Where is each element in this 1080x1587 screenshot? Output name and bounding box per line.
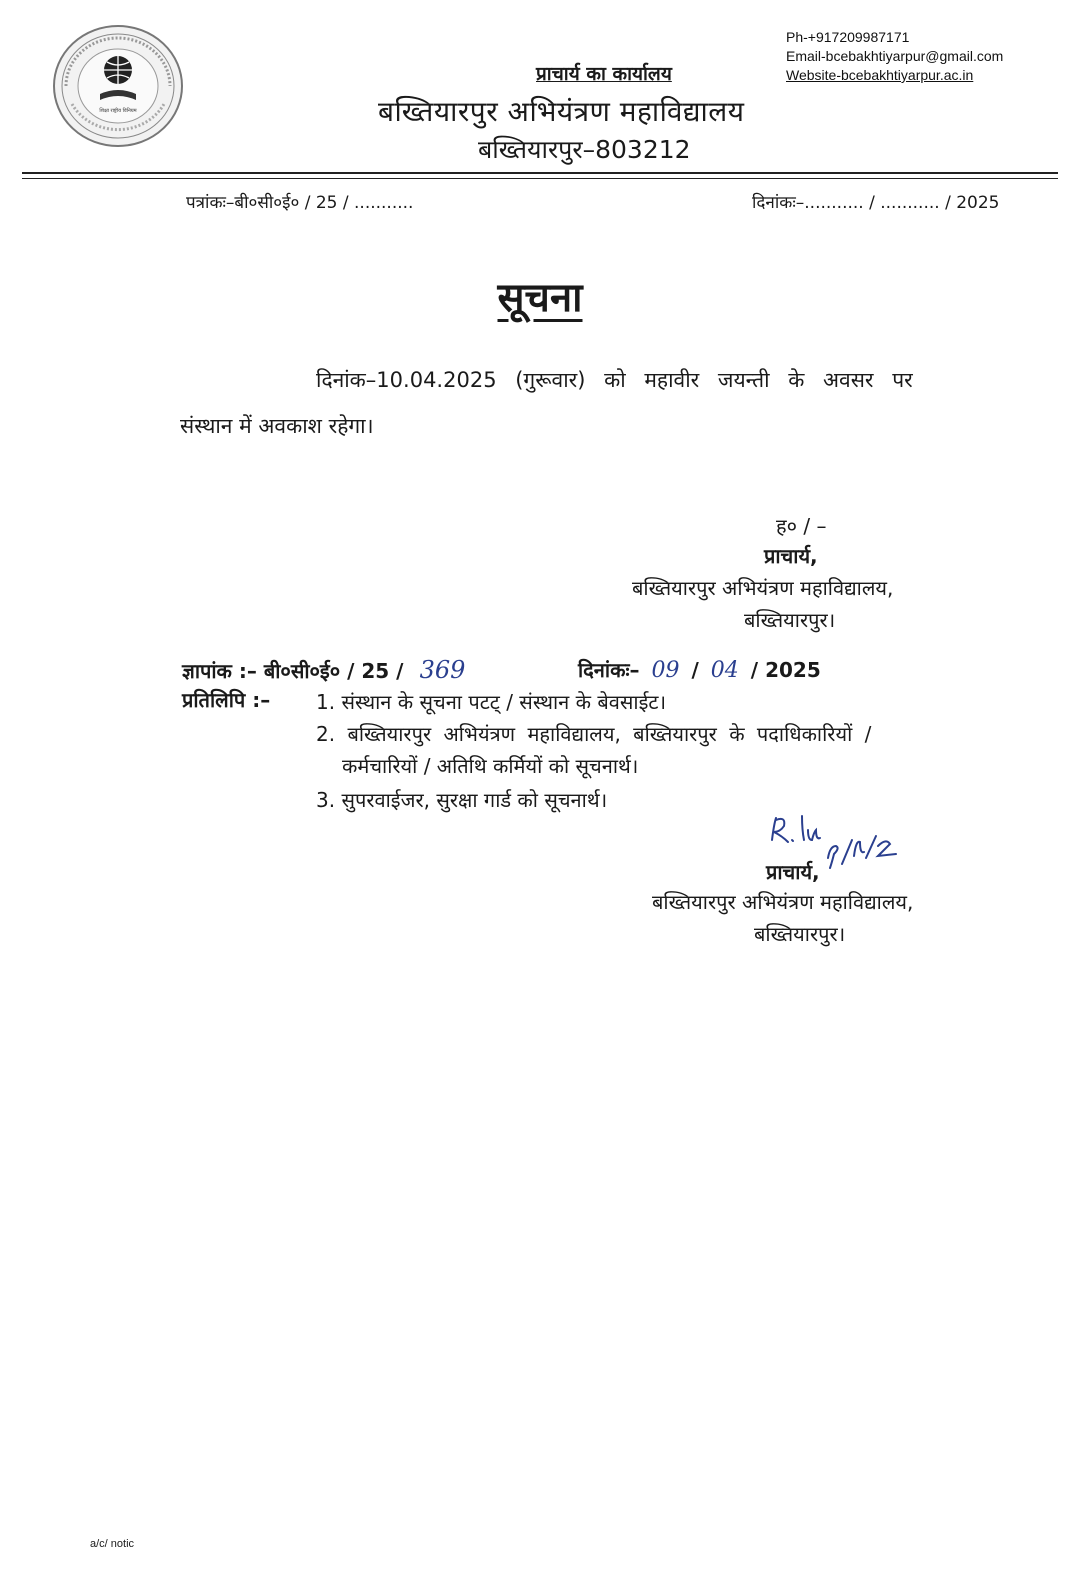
footer-reference: a/c/ notic (90, 1538, 135, 1550)
memo-day: 09 (651, 658, 680, 683)
memo-number (182, 656, 481, 684)
copy-item-1: 1. संस्थान के सूचना पटट् / संस्थान के बेवसाईट। (316, 690, 667, 714)
memo-label: ज्ञापांक :– बी०सी०ई० / 25 / (182, 659, 404, 683)
signatory-city: बख्तियारपुर। (744, 608, 836, 632)
copy-item-3: 3. सुपरवाईजर, सुरक्षा गार्ड को सूचनार्थ। (316, 788, 608, 812)
memo-month: 04 (710, 658, 739, 683)
signed-mark: ह० / – (776, 514, 827, 538)
memo-number-handwritten: 369 (419, 656, 466, 684)
header-divider-top (22, 172, 1058, 174)
office-heading: प्राचार्य का कार्यालय (536, 63, 672, 85)
signatory-2-college: बख्तियारपुर अभियंत्रण महाविद्यालय, (652, 890, 914, 914)
copy-to-label: प्रतिलिपि :– (182, 688, 271, 712)
website-link[interactable]: Website-bcebakhtiyarpur.ac.in (786, 67, 974, 83)
notice-title-text: सूचना (497, 275, 583, 321)
memo-date-label: दिनांकः– (578, 658, 640, 682)
letter-number: पत्रांकः–बी०सी०ई० / 25 / ........... (186, 193, 414, 213)
college-seal-logo (52, 24, 184, 148)
notice-body-line-2: संस्थान में अवकाश रहेगा। (180, 414, 374, 438)
memo-year: / 2025 (750, 658, 821, 682)
signatory-title: प्राचार्य, (764, 544, 818, 568)
header-divider-bottom (22, 178, 1058, 179)
letter-date: दिनांकः–........... / ........... / 2025 (752, 193, 1000, 213)
contact-block (786, 28, 1003, 85)
copy-item-2-continued: कर्मचारियों / अतिथि कर्मियों को सूचनार्थ। (342, 754, 639, 778)
memo-date: दिनांकः– 09 / 04 / 2025 (578, 658, 821, 683)
email-text: Email-bcebakhtiyarpur@gmail.com (786, 48, 1004, 64)
copy-item-2: 2. बख्तियारपुर अभियंत्रण महाविद्यालय, बख्तियारपुर के पदाधिकारियों / (316, 722, 872, 746)
notice-body-line-1: दिनांक–10.04.2025 (गुरूवार) को महावीर जयन्ती के अवसर पर (316, 368, 913, 392)
phone-text: Ph-+917209987171 (786, 29, 910, 45)
college-city: बख्तियारपुर–803212 (478, 135, 691, 164)
notice-title (0, 268, 1080, 323)
signatory-2-title: प्राचार्य, (766, 860, 820, 884)
signatory-2-city: बख्तियारपुर। (754, 922, 846, 946)
college-name: बख्तियारपुर अभियंत्रण महाविद्यालय (378, 95, 745, 128)
svg-text:शिक्षा राष्ट्रीय विनियम: शिक्षा राष्ट्रीय विनियम (99, 108, 137, 114)
signatory-college: बख्तियारपुर अभियंत्रण महाविद्यालय, (632, 576, 894, 600)
